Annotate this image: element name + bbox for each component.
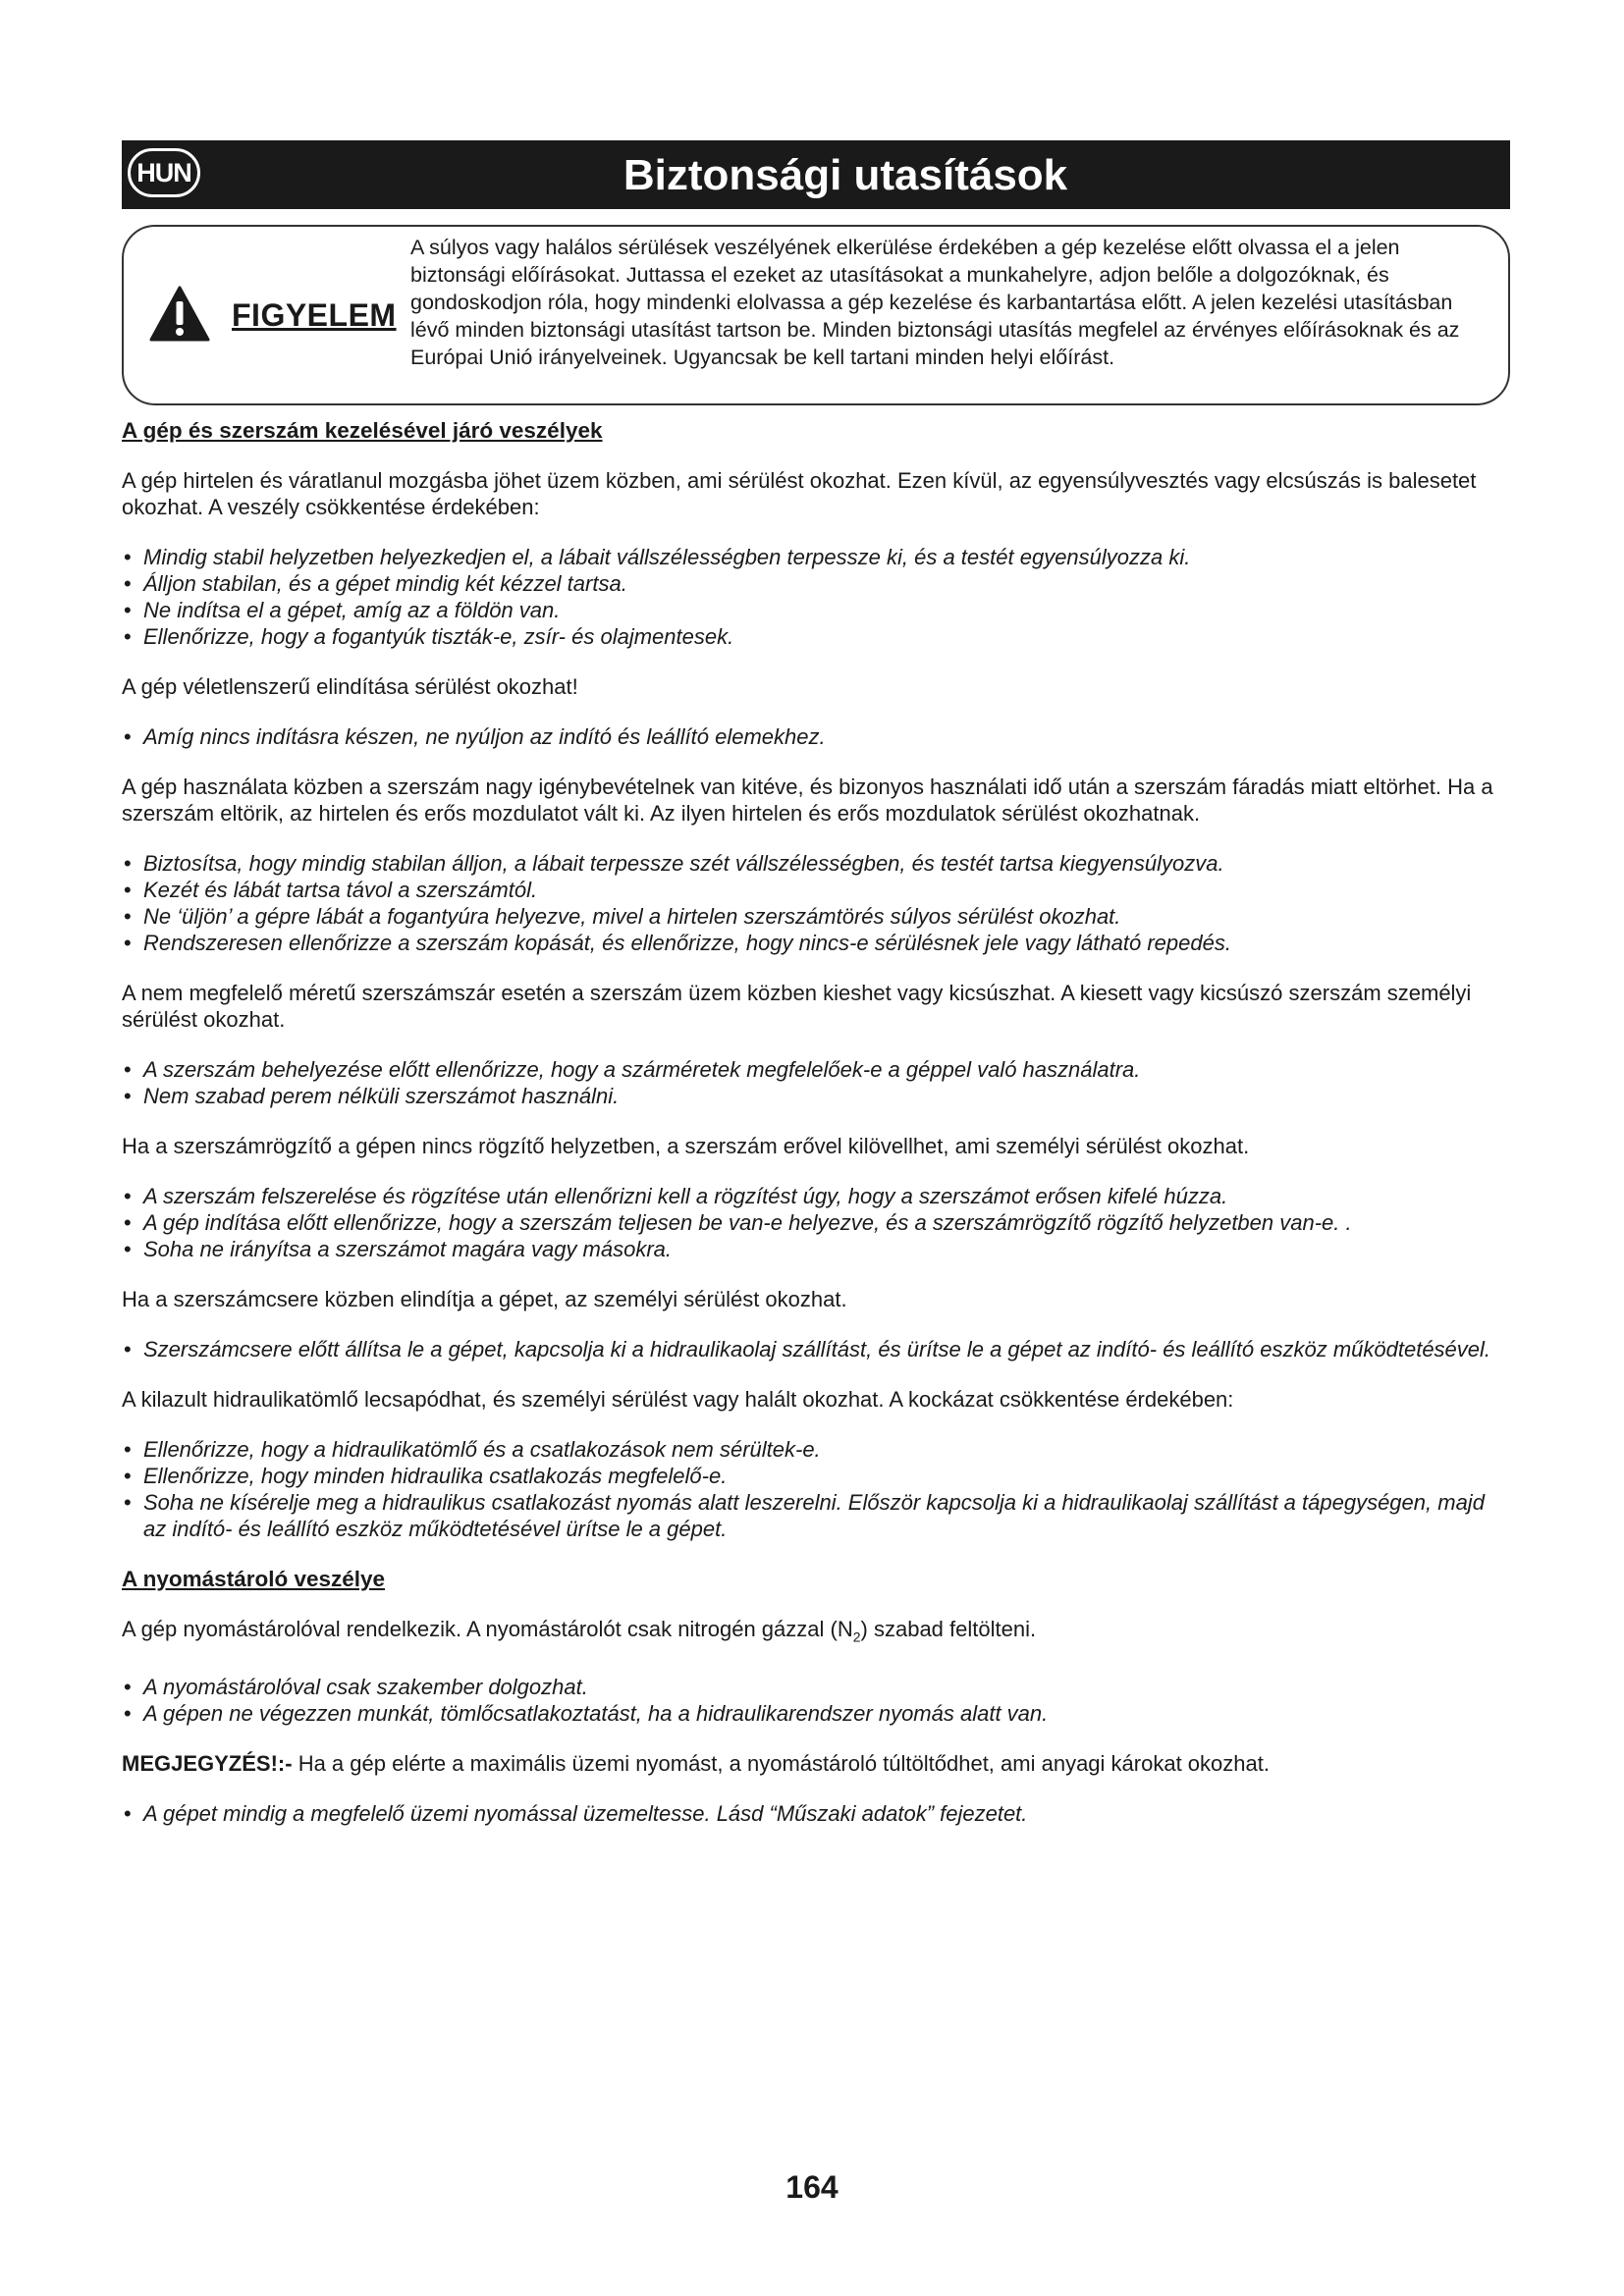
paragraph: A nem megfelelő méretű szerszámszár esetén a szerszám üzem közben kieshet vagy kicsúszhat. A kiesett vagy kicsúszó szerszám személyi sérülést okozhat. xyxy=(122,981,1472,1032)
paragraph: A gép használata közben a szerszám nagy igénybevételnek van kitéve, és bizonyos használati idő után a szerszám fáradás miatt eltörhet. Ha a szerszám eltörik, az hirtelen és erős mozdulatot vált ki. Az ilyen hirtelen és erős mozdulatok sérülést okozhatnak. xyxy=(122,774,1493,826)
paragraph: Ha a szerszámrögzítő a gépen nincs rögzítő helyzetben, a szerszám erővel kilövellhet, ami személyi sérülést okozhat. xyxy=(122,1134,1250,1158)
page-title: Biztonsági utasítások xyxy=(623,151,1068,199)
page-number: 164 xyxy=(785,2169,839,2205)
list-item: • Mindig stabil helyzetben helyezkedjen el, a lábait vállszélességben terpessze ki, és a testét egyensúlyozza ki. xyxy=(122,544,1496,570)
list-item: • Kezét és lábát tartsa távol a szerszámtól. xyxy=(122,877,1496,903)
bullet-list xyxy=(122,723,1496,750)
list-item: • Ellenőrizze, hogy minden hidraulika csatlakozás megfelelő-e. xyxy=(122,1463,1496,1489)
list-item: • A gép indítása előtt ellenőrizze, hogy a szerszám teljesen be van-e helyezve, és a szerszámrögzítő rögzítő helyzetben van-e. . xyxy=(122,1209,1496,1236)
list-item: • Rendszeresen ellenőrizze a szerszám kopását, és ellenőrizze, hogy nincs-e sérülésnek jele vagy látható repedés. xyxy=(122,930,1496,956)
bullet-list xyxy=(122,1674,1496,1727)
bullet-list xyxy=(122,1436,1496,1542)
list-item: • Nem szabad perem nélküli szerszámot használni. xyxy=(122,1083,1496,1109)
list-item: • Ellenőrizze, hogy a hidraulikatömlő és a csatlakozások nem sérültek-e. xyxy=(122,1436,1496,1463)
list-item: • A szerszám felszerelése és rögzítése után ellenőrizni kell a rögzítést úgy, hogy a szerszámot erősen kifelé húzza. xyxy=(122,1183,1496,1209)
bullet-list xyxy=(122,850,1496,956)
paragraph: A gép hirtelen és váratlanul mozgásba jöhet üzem közben, ami sérülést okozhat. Ezen kívül, az egyensúlyvesztés vagy elcsúszás is balesetet okozhat. A veszély csökkentése érdekében: xyxy=(122,468,1477,519)
bullet-list xyxy=(122,1056,1496,1109)
list-item: • Álljon stabilan, és a gépet mindig két kézzel tartsa. xyxy=(122,570,1496,597)
paragraph: A kilazult hidraulikatömlő lecsapódhat, és személyi sérülést vagy halált okozhat. A kockázat csökkentése érdekében: xyxy=(122,1387,1234,1412)
list-item: • Biztosítsa, hogy mindig stabilan álljon, a lábait terpessze szét vállszélességben, és testét tartsa kiegyensúlyozva. xyxy=(122,850,1496,877)
language-badge: HUN xyxy=(128,148,200,197)
warning-text: A súlyos vagy halálos sérülések veszélyének elkerülése érdekében a gép kezelése előtt olvassa el a jelen biztonsági előírásokat. Juttassa el ezeket az utasításokat a munkahelyre, adjon belőle a dolgozóknak, és gondoskodjon róla, hogy mindenki elolvassa a gép kezelése és karbantartása előtt. A jelen kezelési utasításban lévő minden biztonsági utasítást tartson be. Minden biztonsági utasítás megfelel az érvényes előírásoknak és az Európai Unió irányelveinek. Ugyancsak be kell tartani minden helyi előírást. xyxy=(410,236,1460,369)
list-item: • Amíg nincs indításra készen, ne nyúljon az indító és leállító elemekhez. xyxy=(122,723,1496,750)
paragraph: A gép nyomástárolóval rendelkezik. A nyomástárolót csak nitrogén gázzal $(N_2)$ szabad feltölteni. xyxy=(122,1617,1037,1645)
list-item: • Szerszámcsere előtt állítsa le a gépet, kapcsolja ki a hidraulikaolaj szállítást, és ürítse le a gépet az indító- és leállító eszköz működtetésével. xyxy=(122,1336,1496,1362)
list-item: • A nyomástárolóval csak szakember dolgozhat. xyxy=(122,1674,1496,1700)
list-item: • A szerszám behelyezése előtt ellenőrizze, hogy a szárméretek megfelelőek-e a géppel való használatra. xyxy=(122,1056,1496,1083)
bullet-list xyxy=(122,1800,1496,1827)
section-heading: A nyomástároló veszélye xyxy=(122,1567,386,1591)
bullet-list xyxy=(122,1336,1496,1362)
note-paragraph xyxy=(122,1750,1496,1777)
header-bar xyxy=(122,140,1510,209)
list-item: • Soha ne kísérelje meg a hidraulikus csatlakozást nyomás alatt leszerelni. Először kapcsolja ki a hidraulikaolaj szállítást a tápegységen, majd az indító- és leállító eszköz működtetésével ürítse le a gépet. xyxy=(122,1489,1496,1542)
note-label: MEGJEGYZÉS!:- xyxy=(122,1751,293,1777)
document-body xyxy=(122,417,1496,1827)
paragraph: Ha a szerszámcsere közben elindítja a gépet, az személyi sérülést okozhat. xyxy=(122,1287,847,1311)
list-item: • Ellenőrizze, hogy a fogantyúk tiszták-e, zsír- és olajmentesek. xyxy=(122,623,1496,650)
paragraph: A gép véletlenszerű elindítása sérülést okozhat! xyxy=(122,674,578,699)
list-item: • Ne indítsa el a gépet, amíg az a földön van. xyxy=(122,597,1496,623)
warning-box xyxy=(122,225,1510,405)
bullet-list xyxy=(122,544,1496,650)
bullet-list xyxy=(122,1183,1496,1262)
list-item: • A gépet mindig a megfelelő üzemi nyomással üzemeltesse. Lásd “Műszaki adatok” fejezetet. xyxy=(122,1800,1496,1827)
list-item: • Soha ne irányítsa a szerszámot magára vagy másokra. xyxy=(122,1236,1496,1262)
note-text: Ha a gép elérte a maximális üzemi nyomást, a nyomástároló túltöltődhet, ami anyagi károkat okozhat. xyxy=(292,1751,1270,1777)
section-heading: A gép és szerszám kezelésével járó veszélyek xyxy=(122,418,603,443)
warning-label: FIGYELEM xyxy=(232,297,397,333)
warning-triangle-icon xyxy=(149,286,210,343)
list-item: • A gépen ne végezzen munkát, tömlőcsatlakoztatást, ha a hidraulikarendszer nyomás alatt van. xyxy=(122,1700,1496,1727)
list-item: • Ne ‘üljön’ a gépre lábát a fogantyúra helyezve, mivel a hirtelen szerszámtörés súlyos sérülést okozhat. xyxy=(122,903,1496,930)
